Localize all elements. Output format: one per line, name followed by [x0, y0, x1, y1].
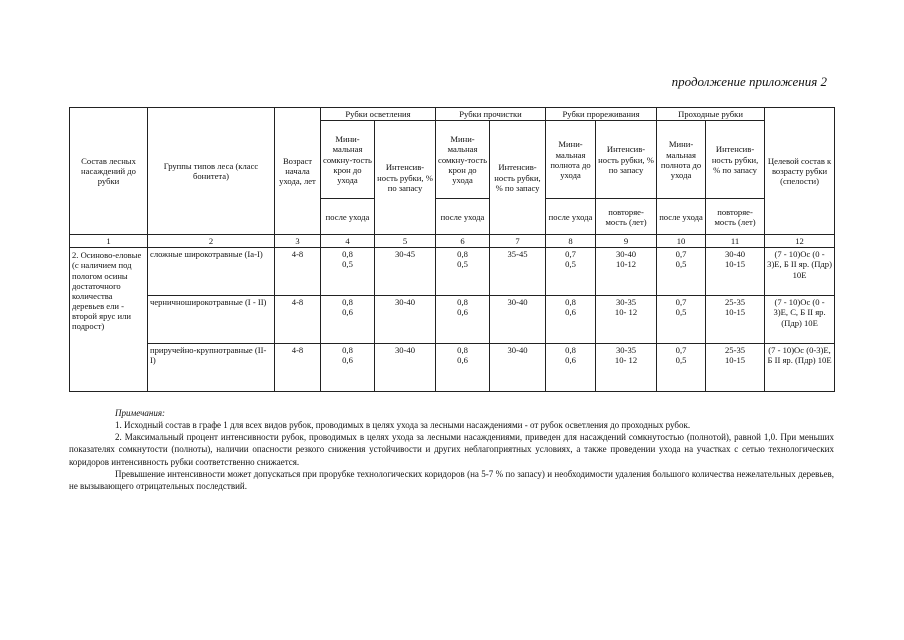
page-title: продолжение приложения 2 [671, 74, 827, 89]
forest-group-cell: приручейно-крупнотравные (II-I) [148, 344, 275, 392]
value-cell: 30-40 10-12 [596, 248, 657, 296]
value-cell: 35-45 [490, 248, 546, 296]
header-intensity: Интенсив-ность рубки, % по запасу [490, 121, 546, 235]
column-number-row [70, 235, 835, 248]
value-cell: 0,8 0,5 [321, 248, 375, 296]
value-cell: 0,7 0,5 [657, 344, 706, 392]
header-repeat: повторяе-мость (лет) [596, 199, 657, 235]
header-row-1 [70, 108, 835, 121]
value-cell: 0,7 0,5 [546, 248, 596, 296]
col-number: 11 [706, 235, 765, 248]
header-after-care: после ухода [546, 199, 596, 235]
header-after-care: после ухода [321, 199, 375, 235]
header-forest-groups: Группы типов леса (класс бонитета) [148, 108, 275, 235]
header-intensity: Интенсив-ность рубки, % по запасу [706, 121, 765, 199]
age-cell: 4-8 [275, 296, 321, 344]
note-item: Превышение интенсивности может допускаться при прорубке технологических коридоров (на 5-7 % по запасу) и необходимости удаления большого количества нежелательных деревьев, не вызывающего отрицательных последствий. [69, 468, 834, 491]
header-after-care: после ухода [436, 199, 490, 235]
header-min-density: Мини-мальная полнота до ухода [657, 121, 706, 199]
header-group-cleaning: Рубки прочистки [436, 108, 546, 121]
col-number: 10 [657, 235, 706, 248]
forest-group-cell: сложные широкотравные (Ia-I) [148, 248, 275, 296]
value-cell: 0,8 0,6 [436, 344, 490, 392]
value-cell: 30-40 10-15 [706, 248, 765, 296]
composition-cell: 2. Осиново-еловые (с наличием под пологом осины достаточного количества деревьев ели - второй ярус или подрост) [70, 248, 148, 392]
col-number: 6 [436, 235, 490, 248]
value-cell: 25-35 10-15 [706, 344, 765, 392]
header-intensity: Интенсив-ность рубки, % по запасу [596, 121, 657, 199]
value-cell: 30-35 10- 12 [596, 296, 657, 344]
value-cell: 30-40 [490, 296, 546, 344]
value-cell: 30-45 [375, 248, 436, 296]
header-min-closure: Мини-мальная сомкну-тость крон до ухода [436, 121, 490, 199]
value-cell: 0,8 0,6 [436, 296, 490, 344]
target-cell: (7 - 10)Ос (0 - 3)Е, Б II яр. (Пдр) 10Е [765, 248, 835, 296]
value-cell: 30-40 [375, 344, 436, 392]
value-cell: 30-35 10- 12 [596, 344, 657, 392]
header-age: Возраст начала ухода, лет [275, 108, 321, 235]
table-row [70, 344, 835, 392]
value-cell: 25-35 10-15 [706, 296, 765, 344]
header-composition: Состав лесных насаждений до рубки [70, 108, 148, 235]
col-number: 1 [70, 235, 148, 248]
value-cell: 0,8 0,6 [546, 296, 596, 344]
header-min-density: Мини-мальная полнота до ухода [546, 121, 596, 199]
value-cell: 30-40 [490, 344, 546, 392]
header-group-thinning: Рубки прореживания [546, 108, 657, 121]
value-cell: 0,8 0,6 [321, 296, 375, 344]
note-item: 1. Исходный состав в графе 1 для всех видов рубок, проводимых в целях ухода за лесными насаждениями - от рубок осветления до проходных рубок. [115, 420, 691, 431]
header-group-passing: Проходные рубки [657, 108, 765, 121]
header-repeat: повторяе-мость (лет) [706, 199, 765, 235]
age-cell: 4-8 [275, 344, 321, 392]
col-number: 2 [148, 235, 275, 248]
table-row [70, 296, 835, 344]
col-number: 8 [546, 235, 596, 248]
care-felling-table [69, 107, 835, 392]
header-intensity: Интенсив-ность рубки, % по запасу [375, 121, 436, 235]
col-number: 7 [490, 235, 546, 248]
header-group-lightening: Рубки осветления [321, 108, 436, 121]
col-number: 3 [275, 235, 321, 248]
col-number: 9 [596, 235, 657, 248]
header-target: Целевой состав к возрасту рубки (спелости) [765, 108, 835, 235]
value-cell: 30-40 [375, 296, 436, 344]
value-cell: 0,7 0,5 [657, 248, 706, 296]
value-cell: 0,8 0,6 [321, 344, 375, 392]
note-item: 2. Максимальный процент интенсивности рубок, проводимых в целях ухода за лесными насаждениями, приведен для насаждений сомкнутостью (полнотой), равной 1,0. При меньших показателях сомкнутости (полноты), наличии опасности резкого снижения устойчивости и других неблагоприятных условиях, а также проведении ухода на участках с сетью технологических коридоров интенсивность рубки соответственно снижается. [69, 432, 834, 467]
target-cell: (7 - 10)Ос (0-3)Е, Б II яр. (Пдр) 10Е [765, 344, 835, 392]
notes-title: Примечания: [115, 408, 166, 418]
col-number: 5 [375, 235, 436, 248]
col-number: 4 [321, 235, 375, 248]
value-cell: 0,8 0,6 [546, 344, 596, 392]
target-cell: (7 - 10)Ос (0 - 3)Е, С, Б II яр. (Пдр) 10Е [765, 296, 835, 344]
table-row [70, 248, 835, 296]
age-cell: 4-8 [275, 248, 321, 296]
forest-group-cell: черничноширокотравные (I - II) [148, 296, 275, 344]
header-after-care: после ухода [657, 199, 706, 235]
col-number: 12 [765, 235, 835, 248]
value-cell: 0,8 0,5 [436, 248, 490, 296]
value-cell: 0,7 0,5 [657, 296, 706, 344]
header-min-closure: Мини-мальная сомкну-тость крон до ухода [321, 121, 375, 199]
notes-section [69, 407, 834, 492]
